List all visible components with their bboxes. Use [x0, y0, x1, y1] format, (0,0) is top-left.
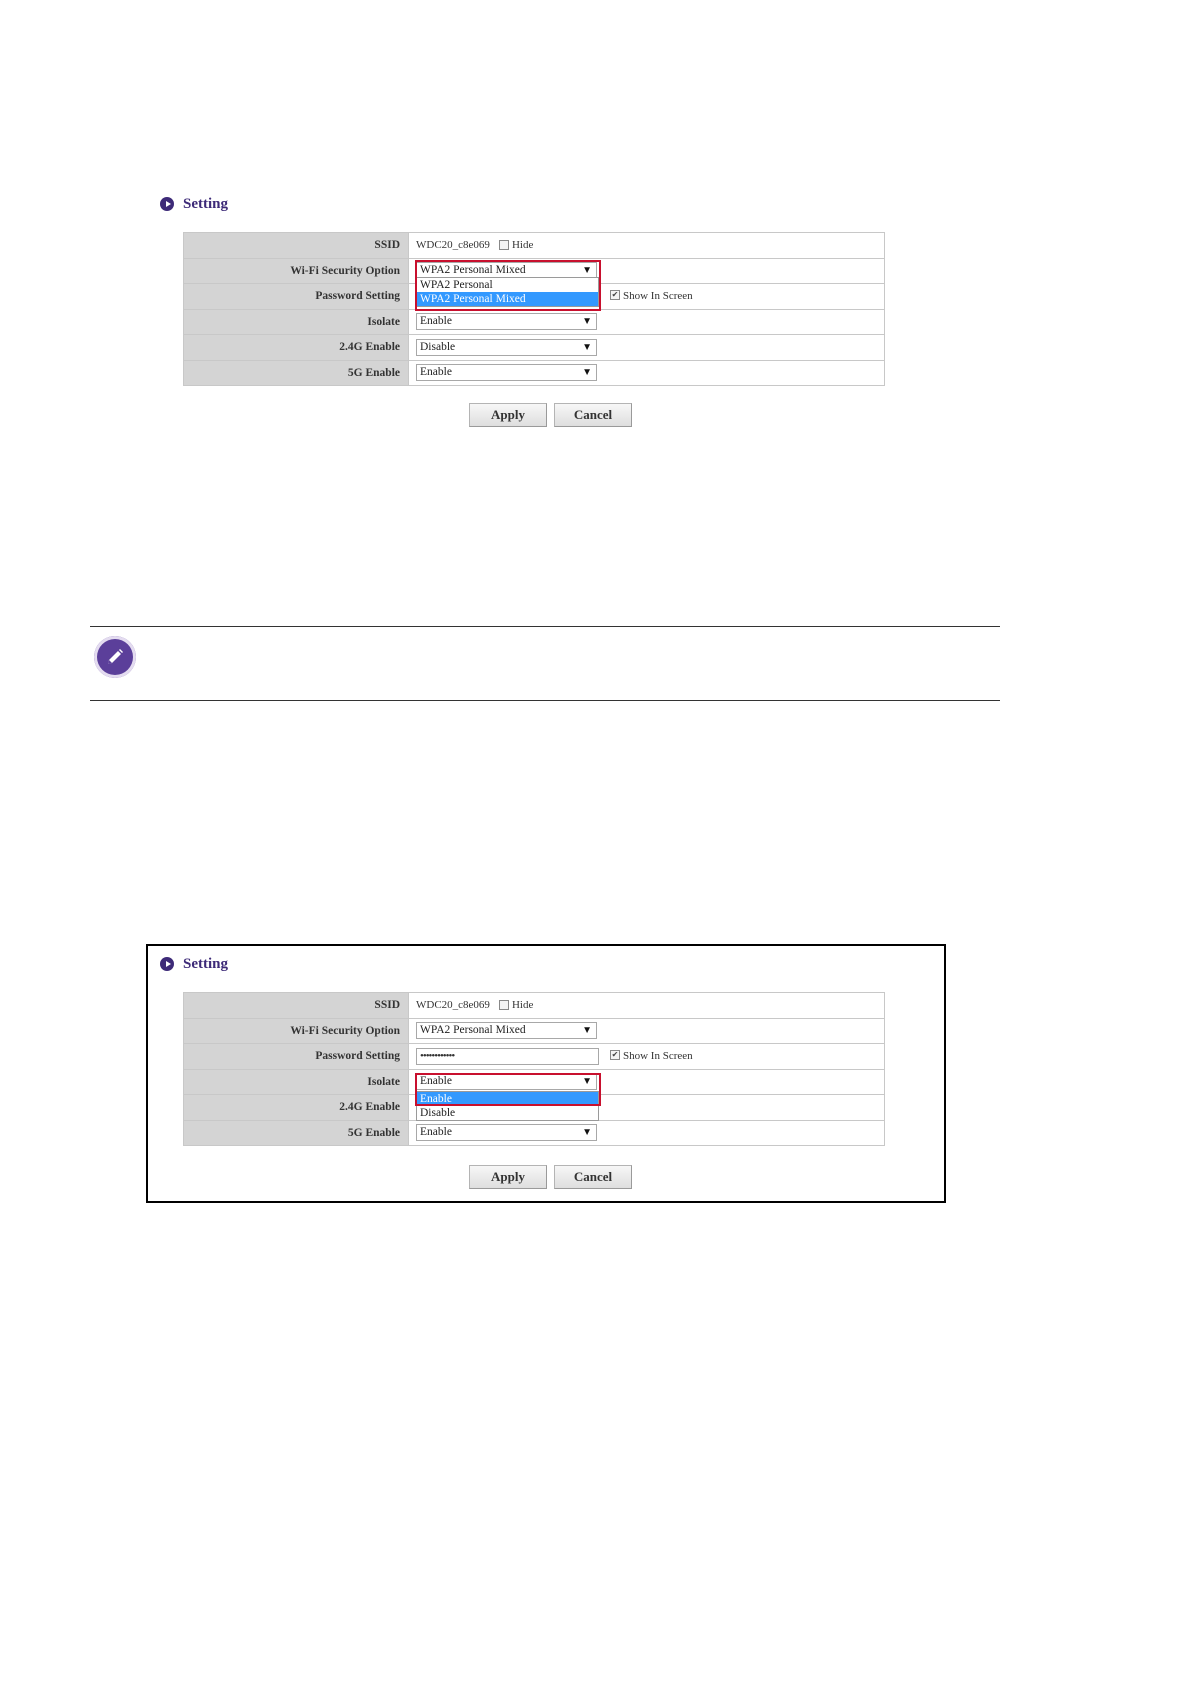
table-row	[184, 233, 885, 259]
ssid-label: SSID	[184, 233, 409, 259]
isolate-label: Isolate	[184, 309, 409, 335]
table-row	[184, 1044, 885, 1070]
circle-arrow-icon	[160, 197, 174, 211]
password-label: Password Setting	[184, 284, 409, 310]
option-wpa2-personal[interactable]: WPA2 Personal	[420, 279, 493, 291]
settings-table	[183, 992, 885, 1146]
isolate-select-value: Enable	[420, 315, 452, 328]
dropdown-arrow-icon: ▼	[582, 316, 592, 328]
dropdown-arrow-icon: ▼	[582, 367, 592, 379]
option-disable[interactable]: Disable	[420, 1107, 456, 1119]
table-row	[184, 1120, 885, 1146]
g24-label: 2.4G Enable	[184, 1095, 409, 1121]
setting-screenshot-isolate-dropdown	[146, 944, 946, 1203]
option-wpa2-personal-mixed[interactable]: WPA2 Personal Mixed	[417, 292, 598, 306]
note-top-rule	[90, 626, 1000, 627]
dropdown-arrow-icon: ▼	[582, 1076, 592, 1088]
hide-checkbox[interactable]	[499, 240, 509, 250]
option-enable[interactable]: Enable	[417, 1092, 598, 1106]
ssid-value: WDC20_c8e069	[416, 239, 490, 252]
show-in-screen-label: Show In Screen	[623, 1050, 693, 1063]
g5-select[interactable]	[416, 364, 597, 381]
setting-title: Setting	[183, 955, 228, 972]
security-label: Wi-Fi Security Option	[184, 258, 409, 284]
hide-label: Hide	[511, 239, 534, 252]
cancel-button[interactable]: Cancel	[554, 1165, 632, 1189]
password-label: Password Setting	[184, 1044, 409, 1070]
show-in-screen-label: Show In Screen	[623, 290, 693, 303]
security-select-value: WPA2 Personal Mixed	[420, 264, 526, 277]
circle-arrow-icon	[160, 957, 174, 971]
settings-table	[183, 232, 885, 386]
show-in-screen-checkbox[interactable]	[610, 1050, 620, 1060]
hide-label: Hide	[511, 999, 534, 1012]
isolate-select-value: Enable	[420, 1075, 452, 1088]
password-field[interactable]: ••••••••••••	[416, 1048, 599, 1065]
ssid-label: SSID	[184, 993, 409, 1019]
isolate-select[interactable]	[416, 1073, 597, 1090]
g5-select-value: Enable	[420, 1126, 452, 1139]
dropdown-arrow-icon: ▼	[582, 1127, 592, 1139]
apply-button[interactable]: Apply	[469, 1165, 547, 1189]
setting-title: Setting	[183, 195, 228, 212]
security-select-value: WPA2 Personal Mixed	[420, 1024, 526, 1037]
security-options-list	[416, 277, 599, 307]
setting-screenshot-security-dropdown	[147, 186, 947, 446]
g5-label: 5G Enable	[184, 1120, 409, 1146]
g5-select-value: Enable	[420, 366, 452, 379]
setting-heading	[160, 194, 228, 214]
pencil-note-icon	[94, 636, 136, 678]
table-row	[184, 360, 885, 386]
g5-select[interactable]	[416, 1124, 597, 1141]
hide-checkbox[interactable]	[499, 1000, 509, 1010]
table-row	[184, 309, 885, 335]
dropdown-arrow-icon: ▼	[582, 1025, 592, 1037]
isolate-options-list	[416, 1091, 599, 1121]
isolate-label: Isolate	[184, 1069, 409, 1095]
g5-label: 5G Enable	[184, 360, 409, 386]
security-label: Wi-Fi Security Option	[184, 1018, 409, 1044]
isolate-select[interactable]	[416, 313, 597, 330]
security-select[interactable]	[416, 1022, 597, 1039]
g24-select-value: Disable	[420, 340, 456, 353]
g24-label: 2.4G Enable	[184, 335, 409, 361]
dropdown-arrow-icon: ▼	[582, 265, 592, 277]
apply-button[interactable]: Apply	[469, 403, 547, 427]
table-row	[184, 335, 885, 361]
cancel-button[interactable]: Cancel	[554, 403, 632, 427]
g24-select[interactable]	[416, 339, 597, 356]
show-in-screen-checkbox[interactable]	[610, 290, 620, 300]
setting-heading	[160, 954, 228, 974]
note-bottom-rule	[90, 700, 1000, 701]
ssid-value: WDC20_c8e069	[416, 999, 490, 1012]
dropdown-arrow-icon: ▼	[582, 341, 592, 353]
table-row	[184, 993, 885, 1019]
table-row	[184, 1018, 885, 1044]
